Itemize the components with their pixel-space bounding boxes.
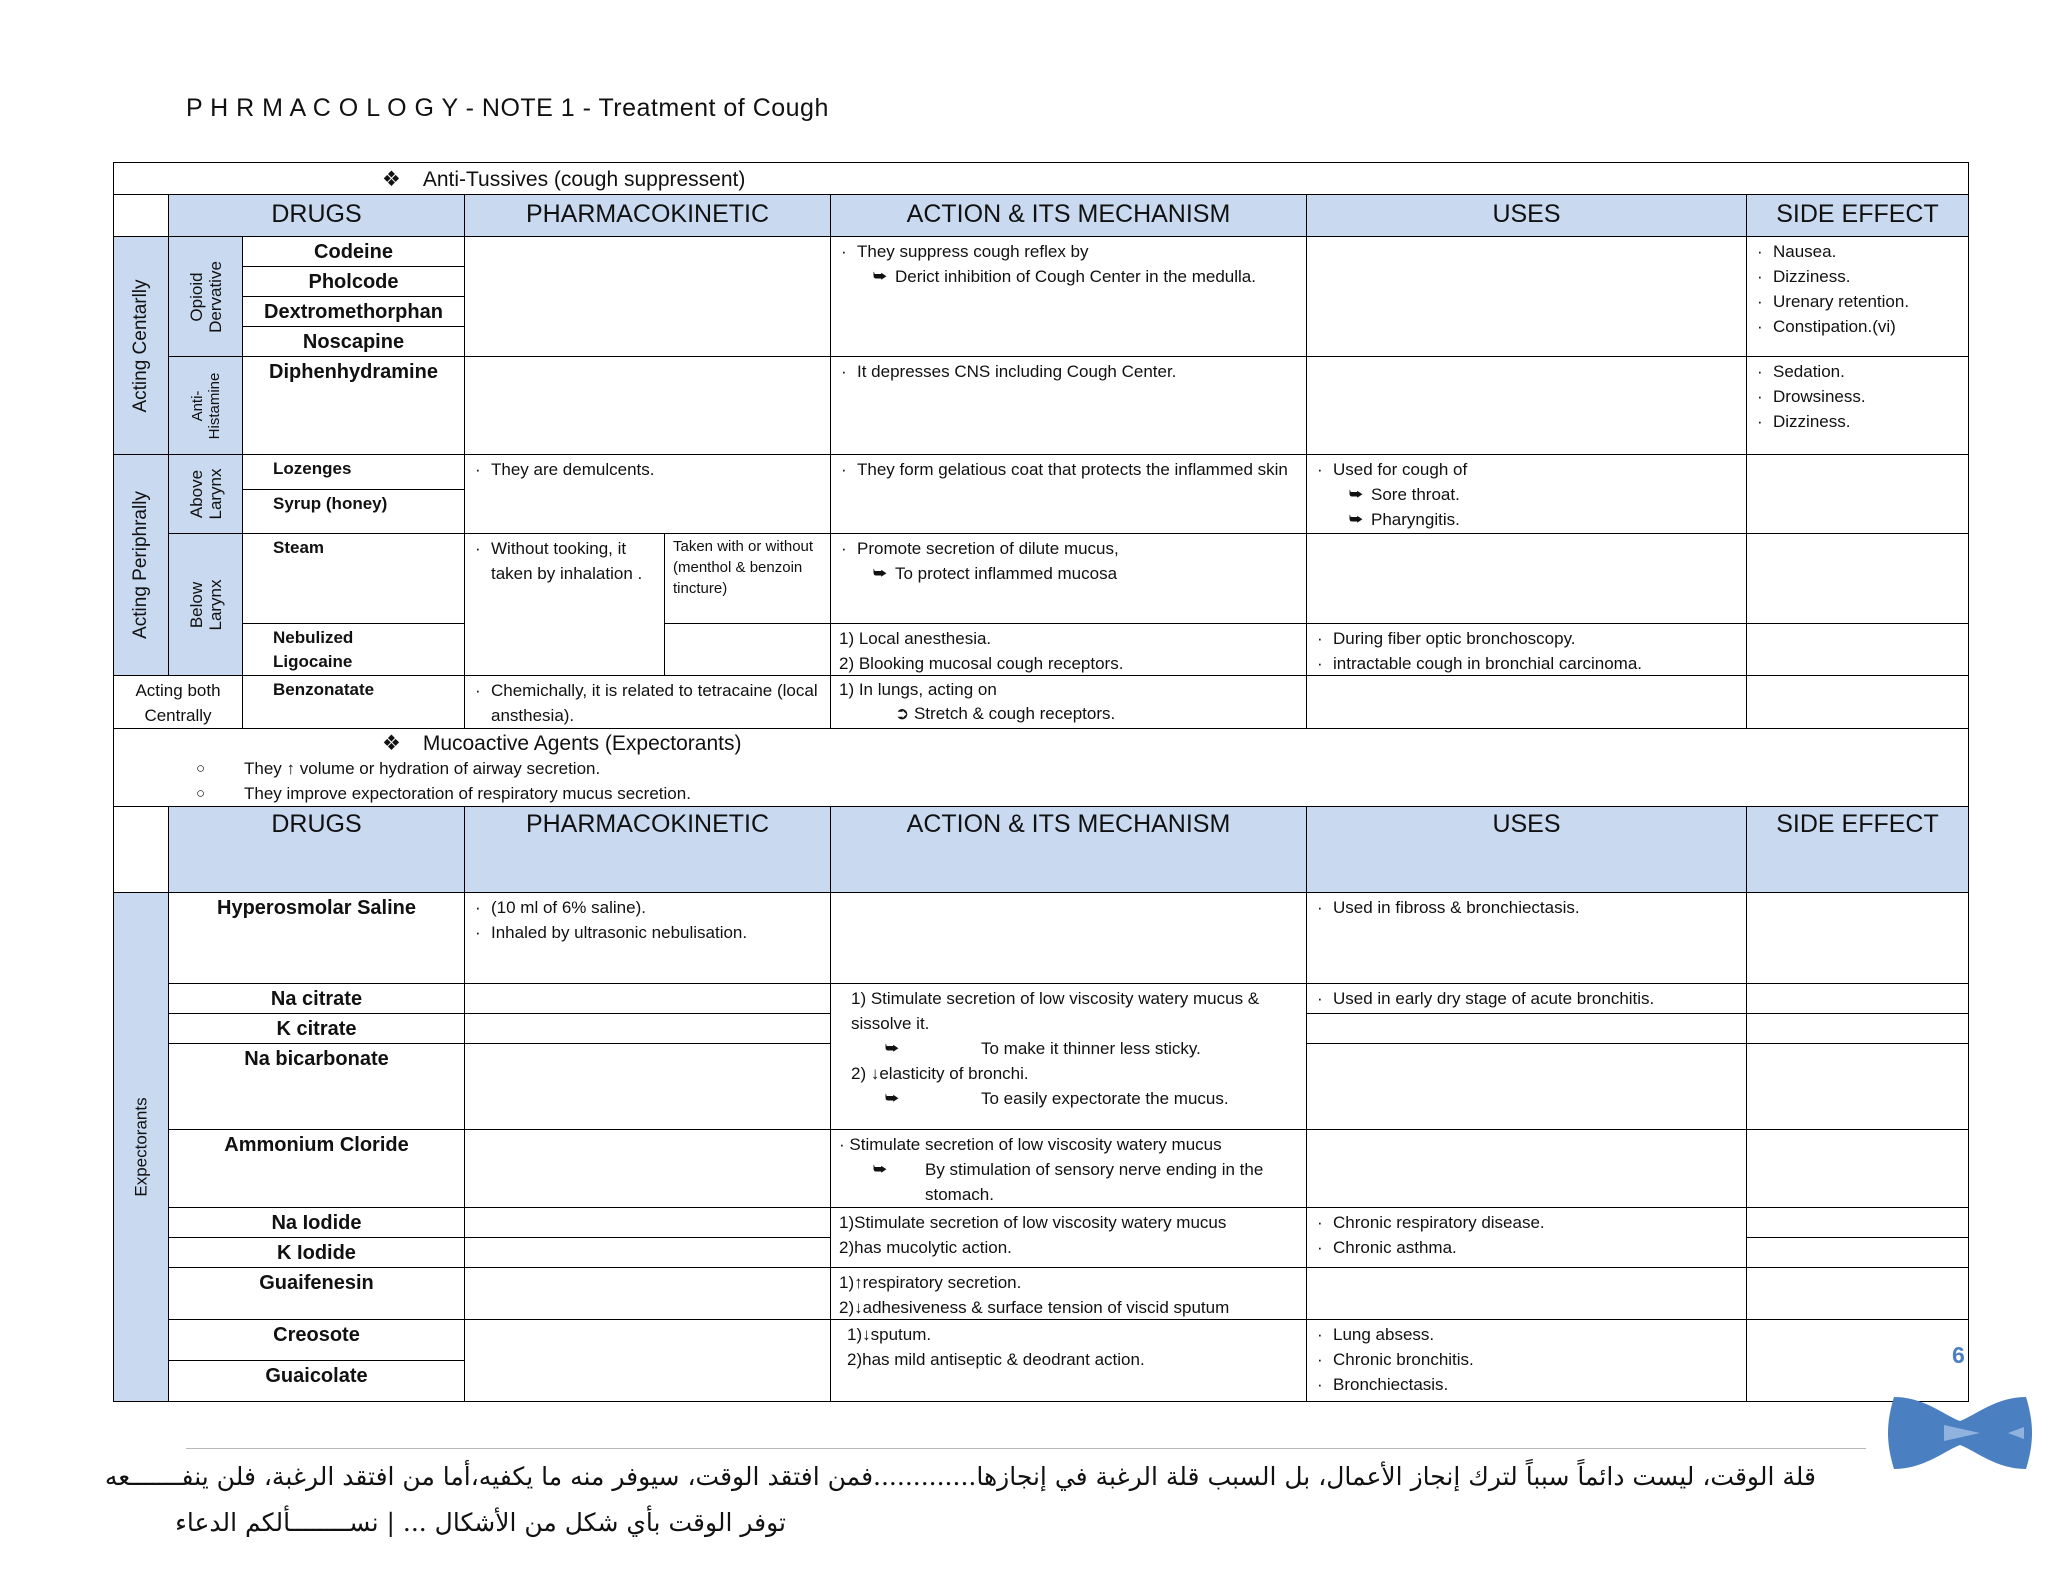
citrate-action: 1) Stimulate secretion of low viscosity watery mucus & sissolve it. ⮩ To make it thinner less sticky. 2) ↓elasticity of bronchi. ⮩ To easily expectorate the mucus. [830,983,1307,1130]
header-drugs: DRUGS [168,194,465,237]
nebulized-action: 1) Local anesthesia. 2) Blooking mucosal cough receptors. [830,623,1307,676]
benzonatate-uses [1306,675,1747,729]
above-larynx-label: Above Larynx [168,454,243,534]
acting-peripherally-label: Acting Periphrally [113,454,169,676]
drug-pholcode: Pholcode [242,266,465,297]
header-action: ACTION & ITS MECHANISM [830,194,1307,237]
drug-na-citrate: Na citrate [168,983,465,1014]
opioid-uses [1306,236,1747,357]
nebulized-side-effects [1746,623,1969,676]
header-blank-2 [113,806,169,893]
guaifenesin-uses [1306,1267,1747,1320]
drug-dextromethorphan: Dextromethorphan [242,296,465,327]
opioid-action: · They suppress cough reflex by ⮩ Derict inhibition of Cough Center in the medulla. [830,236,1307,357]
steam-action: · Promote secretion of dilute mucus, ⮩ To protect inflammed mucosa [830,533,1307,624]
iodide-action: 1)Stimulate secretion of low viscosity watery mucus 2)has mucolytic action. [830,1207,1307,1268]
opioid-pharmacokinetic [464,236,831,357]
ammonium-side-effects [1746,1129,1969,1208]
antihistamine-label: Anti-Histamine [168,356,243,455]
footer-quote-line-1: قلة الوقت، ليست دائماً سبباً لترك إنجاز الأعمال، بل السبب قلة الرغبة في إنجازها.............فمن افتقد الوقت، سيوفر منه ما يكفيه،أما من افتقد الرغبة، فلن ينفـــــــعه [104,1462,1816,1491]
citrate-uses: · Used in early dry stage of acute bronchitis. [1306,983,1747,1014]
header-side-effect: SIDE EFFECT [1746,194,1969,237]
acting-both-label: Acting both Centrally [113,675,243,729]
nebulized-note [664,623,831,676]
drug-lozenges: Lozenges [242,454,465,490]
drug-syrup-honey: Syrup (honey) [242,489,465,534]
header-uses: USES [1306,194,1747,237]
drug-guaifenesin: Guaifenesin [168,1267,465,1320]
drug-k-iodide: K Iodide [168,1237,465,1268]
bicarbonate-uses [1306,1043,1747,1130]
drug-guaicolate: Guaicolate [168,1360,465,1402]
na-citrate-side-effects [1746,983,1969,1014]
header-pharmacokinetic: PHARMACOKINETIC [464,194,831,237]
guaifenesin-side-effects [1746,1267,1969,1320]
diphenhydramine-uses [1306,356,1747,455]
creosote-side-effects [1746,1319,1969,1402]
bicarbonate-side-effects [1746,1043,1969,1130]
nebulized-drugs-cell [242,623,465,676]
drug-steam: Steam [242,533,465,624]
guaifenesin-action: 1)↑respiratory secretion. 2)↓adhesiveness & surface tension of viscid sputum [830,1267,1307,1320]
pharmacology-table [113,162,1967,1392]
na-iodide-side-effects [1746,1207,1969,1238]
acting-centrally-label: Acting Centarlly [113,236,169,455]
guaifenesin-pharmacokinetic [464,1267,831,1320]
benzonatate-pharmacokinetic: · Chemichally, it is related to tetracaine (local ansthesia). [464,675,831,729]
drug-na-iodide: Na Iodide [168,1207,465,1238]
expectorants-label: Expectorants [113,892,169,1402]
hyperosmolar-pharmacokinetic: · (10 ml of 6% saline). · Inhaled by ultrasonic nebulisation. [464,892,831,984]
benzonatate-action: 1) In lungs, acting on ➲ Stretch & cough receptors. [830,675,1307,729]
drug-creosote: Creosote [168,1319,465,1361]
steam-note: Taken with or without (menthol & benzoin tincture) [664,533,831,624]
steam-side-effects [1746,533,1969,624]
below-larynx-label: Below Larynx [168,533,243,676]
k-iodide-pharmacokinetic [464,1237,831,1268]
k-citrate-pharmacokinetic [464,1013,831,1044]
header-pharmacokinetic-2: PHARMACOKINETIC [464,806,831,893]
hyperosmolar-side-effects [1746,892,1969,984]
hyperosmolar-action [830,892,1307,984]
header-side-effect-2: SIDE EFFECT [1746,806,1969,893]
nebulized-uses: · During fiber optic bronchoscopy. · intractable cough in bronchial carcinoma. [1306,623,1747,676]
diamond-bullet-icon: ❖ [382,732,401,755]
drug-k-citrate: K citrate [168,1013,465,1044]
creosote-action: 1)↓sputum. 2)has mild antiseptic & deodrant action. [830,1319,1307,1402]
diamond-bullet-icon: ❖ [382,168,401,191]
drug-hyperosmolar-saline: Hyperosmolar Saline [168,892,465,984]
steam-pharmacokinetic: · Without tooking, it taken by inhalation . [464,533,665,676]
drug-benzonatate: Benzonatate [242,675,465,729]
drug-noscapine: Noscapine [242,326,465,357]
header-drugs-2: DRUGS [168,806,465,893]
antitussives-banner: ❖ Anti-Tussives (cough suppressent) [113,162,1969,195]
above-larynx-action: · They form gelatious coat that protects the inflammed skin [830,454,1307,534]
drug-ammonium-chloride: Ammonium Cloride [168,1129,465,1208]
page-title: P H R M A C O L O G Y - NOTE 1 - Treatment of Cough [186,94,829,122]
diphenhydramine-side-effects: · Sedation. · Drowsiness. · Dizziness. [1746,356,1969,455]
creosote-uses: · Lung absess. · Chronic bronchitis. · Bronchiectasis. [1306,1319,1747,1402]
drug-codeine: Codeine [242,236,465,267]
k-iodide-side-effects [1746,1237,1969,1268]
creosote-pharmacokinetic [464,1319,831,1402]
header-blank [113,194,169,237]
mucoactive-banner: ❖ Mucoactive Agents (Expectorants) ○ They ↑ volume or hydration of airway secretion. ○ They improve expectoration of respiratory mucus secretion. [113,728,1969,807]
steam-uses [1306,533,1747,624]
header-action-2: ACTION & ITS MECHANISM [830,806,1307,893]
na-iodide-pharmacokinetic [464,1207,831,1238]
drug-diphenhydramine: Diphenhydramine [242,356,465,455]
ammonium-action: · Stimulate secretion of low viscosity watery mucus ⮩ By stimulation of sensory nerve ending in the stomach. [830,1129,1307,1208]
drug-na-bicarbonate: Na bicarbonate [168,1043,465,1130]
above-larynx-side-effects [1746,454,1969,534]
header-uses-2: USES [1306,806,1747,893]
ammonium-pharmacokinetic [464,1129,831,1208]
na-citrate-pharmacokinetic [464,983,831,1014]
iodide-uses: · Chronic respiratory disease. · Chronic asthma. [1306,1207,1747,1268]
next-page-button[interactable] [1884,1393,2036,1473]
page-number: 6 [1952,1342,1965,1368]
diphenhydramine-action: · It depresses CNS including Cough Center. [830,356,1307,455]
hyperosmolar-uses: · Used in fibross & bronchiectasis. [1306,892,1747,984]
above-larynx-uses: · Used for cough of ⮩ Sore throat. ⮩ Pharyngitis. [1306,454,1747,534]
opioid-derivative-label: Opioid Dervative [168,236,243,357]
k-citrate-side-effects [1746,1013,1969,1044]
k-citrate-uses [1306,1013,1747,1044]
diphenhydramine-pharmacokinetic [464,356,831,455]
ammonium-uses [1306,1129,1747,1208]
opioid-side-effects: · Nausea. · Dizziness. · Urenary retention. · Constipation.(vi) [1746,236,1969,357]
benzonatate-side-effects [1746,675,1969,729]
na-bicarbonate-pharmacokinetic [464,1043,831,1130]
footer-divider [186,1448,1866,1449]
above-larynx-pharmacokinetic: · They are demulcents. [464,454,831,534]
drug-nebulized-ligocaine: Nebulized Ligocaine [243,624,464,676]
footer-quote-line-2: توفر الوقت بأي شكل من الأشكال ... | نســــــــألكم الدعاء [175,1508,786,1537]
